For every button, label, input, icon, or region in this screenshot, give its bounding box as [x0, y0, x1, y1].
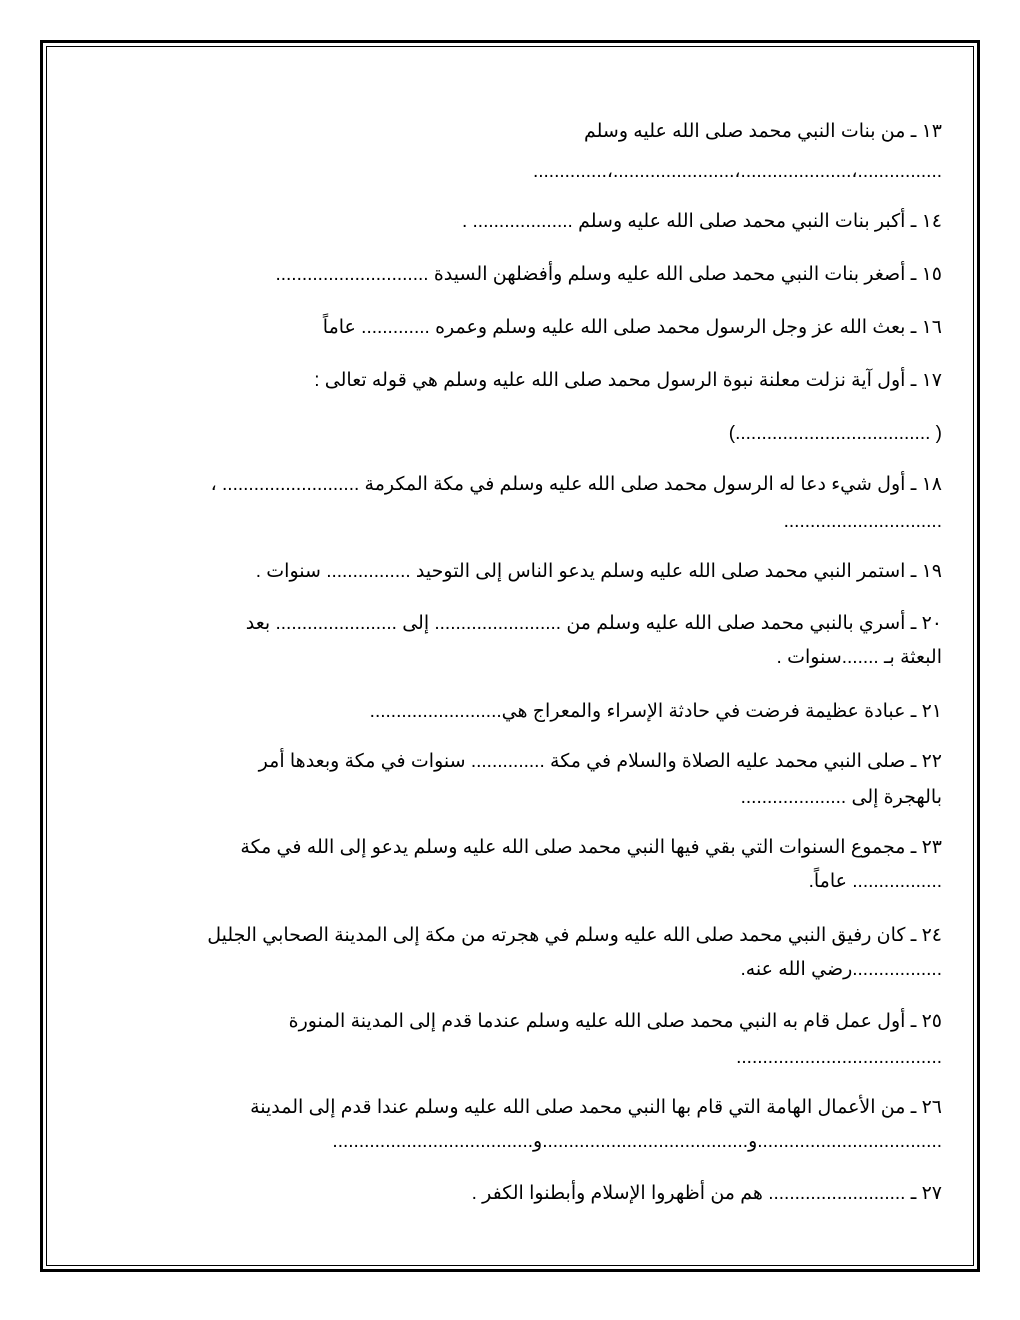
question-26	[250, 1094, 942, 1121]
question-13	[584, 118, 942, 145]
question-24-continuation	[740, 956, 942, 983]
question-26-blanks	[332, 1128, 942, 1155]
question-13-text: ١٣ ـ من بنات النبي محمد صلى الله عليه وسلم	[584, 121, 942, 142]
question-15-text: ١٥ ـ أصغر بنات النبي محمد صلى الله عليه وسلم وأفضلهن السيدة .............................	[275, 264, 942, 285]
question-14-text: ١٤ ـ أكبر بنات النبي محمد صلى الله عليه وسلم ................... .	[461, 211, 942, 232]
question-20	[246, 610, 942, 637]
question-22-text: ٢٢ ـ صلى النبي محمد عليه الصلاة والسلام في مكة .............. سنوات في مكة وبعدها أمر	[258, 751, 942, 772]
question-27-text: ٢٧ ـ .......................... هم من أظهروا الإسلام وأبطنوا الكفر .	[471, 1183, 942, 1204]
question-17-verse-blank	[729, 420, 942, 447]
question-18-text: ١٨ ـ أول شيء دعا له الرسول محمد صلى الله عليه وسلم في مكة المكرمة .......................... ،	[210, 474, 942, 495]
question-22-continuation	[741, 784, 942, 811]
question-20-continuation	[777, 644, 942, 671]
question-20-second-line: البعثة بـ .......سنوات .	[776, 647, 942, 668]
question-16	[323, 314, 942, 341]
question-26-answer-line: ...................................و.......................................و......................................	[332, 1131, 942, 1152]
question-21-text: ٢١ ـ عبادة عظيمة فرضت في حادثة الإسراء والمعراج هي.........................	[369, 701, 942, 722]
question-23-continuation	[809, 868, 942, 895]
question-26-text: ٢٦ ـ من الأعمال الهامة التي قام بها النبي محمد صلى الله عليه وسلم عندا قدم إلى المدينة	[250, 1097, 942, 1118]
question-22-second-line: بالهجرة إلى ....................	[740, 787, 942, 808]
question-25-blank	[736, 1044, 942, 1071]
question-20-text: ٢٠ ـ أسري بالنبي محمد صلى الله عليه وسلم من ........................ إلى ....................... بعد	[245, 613, 942, 634]
question-17-answer-line: ( .....................................)	[728, 423, 942, 444]
question-19	[256, 558, 942, 585]
question-24-second-line: .................رضي الله عنه.	[740, 959, 942, 980]
question-13-blanks	[533, 158, 942, 185]
question-18-blanks	[784, 508, 942, 535]
question-24-text: ٢٤ ـ كان رفيق النبي محمد صلى الله عليه وسلم في هجرته من مكة إلى المدينة الصحابي الجليل	[207, 925, 942, 946]
question-22	[259, 748, 942, 775]
question-23	[240, 834, 942, 861]
question-13-answer-line: ................،.....................،.......................،..............	[532, 161, 942, 182]
question-16-text: ١٦ ـ بعث الله عز وجل الرسول محمد صلى الله عليه وسلم وعمره ............. عاماً	[322, 317, 942, 338]
question-19-text: ١٩ ـ استمر النبي محمد صلى الله عليه وسلم يدعو الناس إلى التوحيد ................ سنوات .	[255, 561, 942, 582]
question-23-second-line: ................. عاماً.	[808, 871, 942, 892]
question-21	[370, 698, 942, 725]
question-17	[314, 367, 942, 394]
question-27	[472, 1180, 942, 1207]
question-14	[462, 208, 942, 235]
question-17-text: ١٧ ـ أول آية نزلت معلنة نبوة الرسول محمد صلى الله عليه وسلم هي قوله تعالى :	[314, 370, 942, 391]
question-25-text: ٢٥ ـ أول عمل قام به النبي محمد صلى الله عليه وسلم عندما قدم إلى المدينة المنورة	[288, 1011, 942, 1032]
question-15	[275, 261, 942, 288]
question-18	[211, 471, 942, 498]
question-25-answer-line: .......................................	[736, 1047, 942, 1068]
question-25	[289, 1008, 942, 1035]
question-23-text: ٢٣ ـ مجموع السنوات التي بقي فيها النبي محمد صلى الله عليه وسلم يدعو إلى الله في مكة	[240, 837, 942, 858]
question-24	[207, 922, 942, 949]
question-18-answer-line: ..............................	[783, 511, 942, 532]
